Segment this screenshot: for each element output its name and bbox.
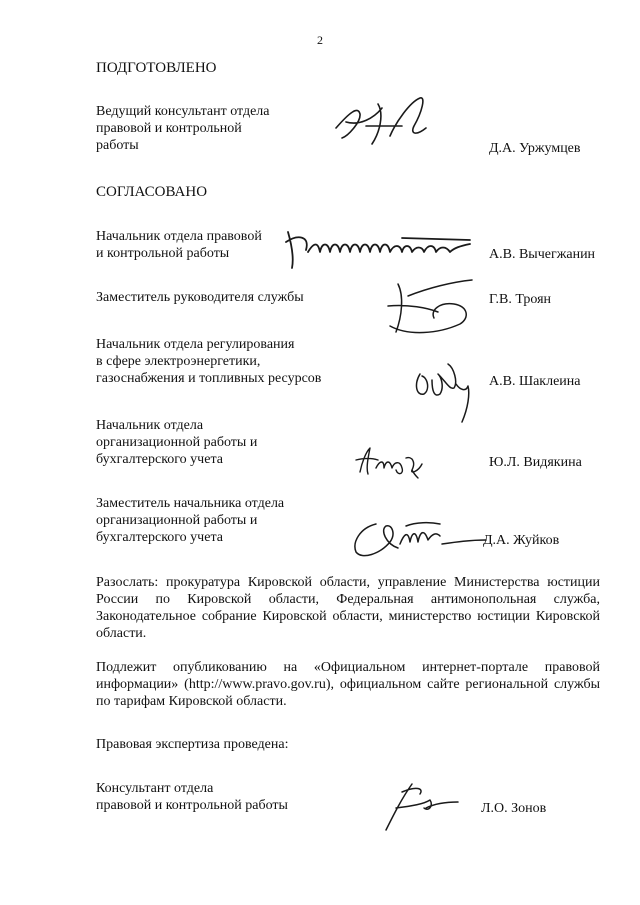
legal-review-position-line: правовой и контрольной работы bbox=[96, 798, 288, 813]
signatory-position-line: Начальник отдела правовой bbox=[96, 229, 262, 244]
signatory-position-line: Заместитель начальника отдела bbox=[96, 496, 285, 511]
publication-paragraph: Подлежит опубликованию на «Официальном интернет-портале правовой информации» (http://www.pravo.gov.ru), официальном сайте региональной службы по тарифам Кировской области. bbox=[96, 660, 600, 709]
prepared-name: Д.А. Уржумцев bbox=[489, 141, 581, 156]
signatory-position-line: организационной работы и bbox=[96, 513, 258, 528]
legal-review-statement: Правовая экспертиза проведена: bbox=[96, 737, 289, 752]
legal-review-name: Л.О. Зонов bbox=[481, 801, 547, 816]
prepared-position-line: работы bbox=[96, 138, 139, 153]
signatory-position-line: и контрольной работы bbox=[96, 246, 230, 261]
signatory-position-line: Заместитель руководителя службы bbox=[96, 290, 304, 305]
signatory-position-line: организационной работы и bbox=[96, 435, 258, 450]
agreed-heading: СОГЛАСОВАНО bbox=[96, 184, 208, 200]
signatory-position-line: Начальник отдела bbox=[96, 418, 204, 433]
signature-zonov bbox=[372, 778, 462, 834]
signatory-name: Ю.Л. Видякина bbox=[489, 455, 582, 470]
signatory-name: Г.В. Троян bbox=[489, 292, 552, 307]
signatory-name: А.В. Шаклеина bbox=[489, 374, 581, 389]
signatory-name: Д.А. Жуйков bbox=[483, 533, 560, 548]
signature-troyan bbox=[368, 276, 478, 338]
signature-shakleina bbox=[410, 360, 482, 426]
signatory-name: А.В. Вычегжанин bbox=[489, 247, 596, 262]
signature-vidyakina bbox=[352, 444, 434, 478]
signatory-position-line: бухгалтерского учета bbox=[96, 530, 223, 545]
prepared-position-line: правовой и контрольной bbox=[96, 121, 242, 136]
distribution-paragraph: Разослать: прокуратура Кировской области, управление Министерства юстиции России по Кировской области, Федеральная антимонопольная служба, Законодательное собрание Кировской области, министерство юстиции Кировской области. bbox=[96, 575, 600, 641]
signature-vychegzhanin bbox=[284, 222, 474, 274]
signatory-position-line: Начальник отдела регулирования bbox=[96, 337, 295, 352]
signatory-position-line: газоснабжения и топливных ресурсов bbox=[96, 371, 322, 386]
signatory-position-line: в сфере электроэнергетики, bbox=[96, 354, 261, 369]
legal-review-position-line: Консультант отдела bbox=[96, 781, 214, 796]
signature-zhuikov bbox=[346, 514, 490, 562]
prepared-heading: ПОДГОТОВЛЕНО bbox=[96, 60, 217, 76]
signature-urzhumtsev bbox=[330, 92, 440, 150]
signatory-position-line: бухгалтерского учета bbox=[96, 452, 223, 467]
prepared-position-line: Ведущий консультант отдела bbox=[96, 104, 270, 119]
page-number: 2 bbox=[317, 33, 323, 47]
